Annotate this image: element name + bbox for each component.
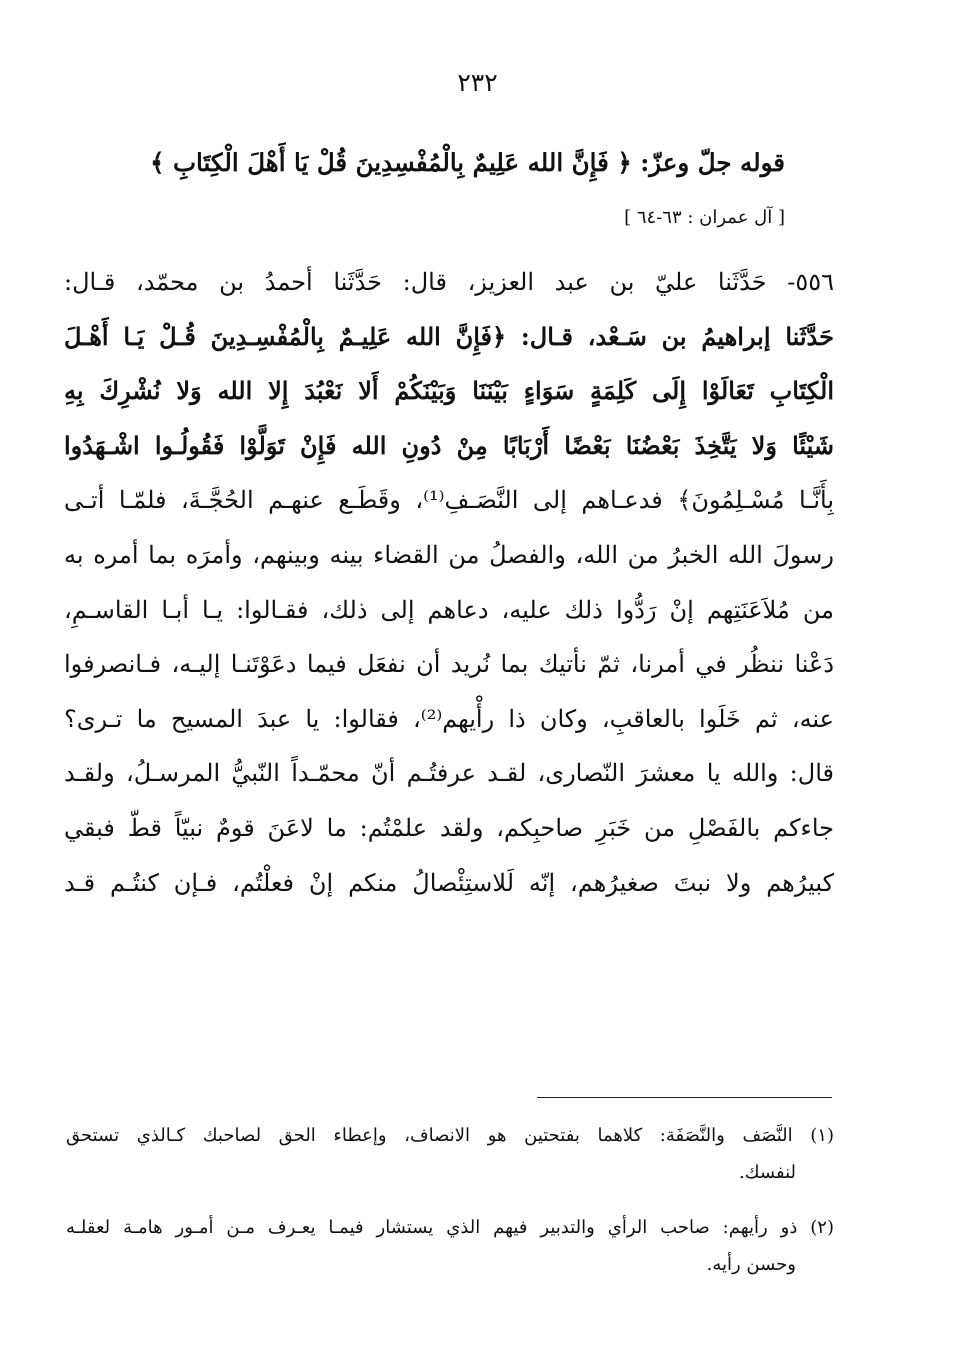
body-line: الْكِتَابِ تَعَالَوْا إِلَى كَلِمَةٍ سَوَاءٍ بَيْنَنَا وَبَيْنَكُمْ أَلا نَعْبُدَ إِلا الله وَلا نُشْرِكَ بِهِ xyxy=(64,376,834,406)
body-line: قال: والله يا معشرَ النّصارى، لقـد عرفتُـم أنّ محمّـداً النّبيُّ المرسـلُ، ولقـد xyxy=(64,759,834,788)
verse-reference: [ آل عمران : ٦٣-٦٤ ] xyxy=(624,207,785,228)
footnote-1-line: (١) النَّصَف والنَّصَفَة: كلاهما بفتحتين هو الانصاف، وإعطاء الحق لصاحبك كـالذي تستحق xyxy=(66,1125,834,1146)
footnote-divider xyxy=(537,1097,832,1098)
body-line: حَدَّثَنا إبراهيمُ بن سَـعْد، قـال: ﴿فَإِنَّ الله عَلِيـمٌ بِالْمُفْسِـدِينَ قُـلْ يَـا أَهْـلَ xyxy=(64,321,834,351)
body-line: كبيرُهم ولا نبتَ صغيرُهم، إنّه لَلاستِئْصالُ منكم إنْ فعلْتُم، فـإن كنتُـم قـد xyxy=(64,868,834,897)
body-line: شَيْئًا وَلا يَتَّخِذَ بَعْضُنَا بَعْضًا أَرْبَابًا مِنْ دُونِ الله فَإِنْ تَوَلَّوْا فَقُولُـوا اشْـهَدُوا xyxy=(64,430,834,460)
footnote-2-line: وحسن رأيه. xyxy=(706,1254,796,1275)
body-line: جاءكم بالفَصْلِ من خَبَرِ صاحبِكم، ولقد علمْتُم: ما لاعَنَ قومٌ نبيّاً قطّ فبقي xyxy=(64,813,834,842)
section-heading: قوله جلّ وعزّ: ﴿ فَإِنَّ الله عَلِيمٌ بِالْمُفْسِدِينَ قُلْ يَا أَهْلَ الْكِتَابِ ﴾ xyxy=(150,148,785,177)
body-text xyxy=(64,255,834,910)
body-line: رسولَ الله الخبرُ من الله، والفصلُ من القضاء بينه وبينهم، وأمرَه بما أمره به xyxy=(64,540,834,569)
body-line: من مُلاَعَنَتِهم إنْ رَدُّوا ذلك عليه، دعاهم إلى ذلك، فقـالوا: يـا أبـا القاسـمِ، xyxy=(64,595,834,624)
page-number: ٢٣٢ xyxy=(457,68,498,97)
body-line: بِأَنَّـا مُسْـلِمُونَ﴾ فدعـاهم إلى النَّصَـفِ⁽¹⁾، وقَطَـع عنهـم الحُجَّـةَ، فلمّـا أتـى xyxy=(64,486,834,515)
body-line: عنه، ثم خَلَوا بالعاقبِ، وكان ذا رأْيهم⁽²⁾، فقالوا: يا عبدَ المسيح ما تـرى؟ xyxy=(64,704,834,733)
footnote-1-line: لنفسك. xyxy=(739,1162,796,1183)
footnote-2-line: (٢) ذو رأيهم: صاحب الرأي والتدبير فيهم الذي يستشار فيمـا يعـرف مـن أمـور هامـة لعقلـه xyxy=(66,1217,834,1238)
body-line: دَعْنا ننظُر في أمرنا، ثمّ نأتيك بما نُريد أن نفعَل فيما دعَوْتَنـا إليـه، فـانصرفوا xyxy=(64,650,834,679)
footnotes xyxy=(66,1117,834,1283)
body-line: ٥٥٦- حَدَّثَنا عليّ بن عبد العزيز، قال: حَدَّثَنا أحمدُ بن محمّد، قـال: xyxy=(64,268,834,296)
